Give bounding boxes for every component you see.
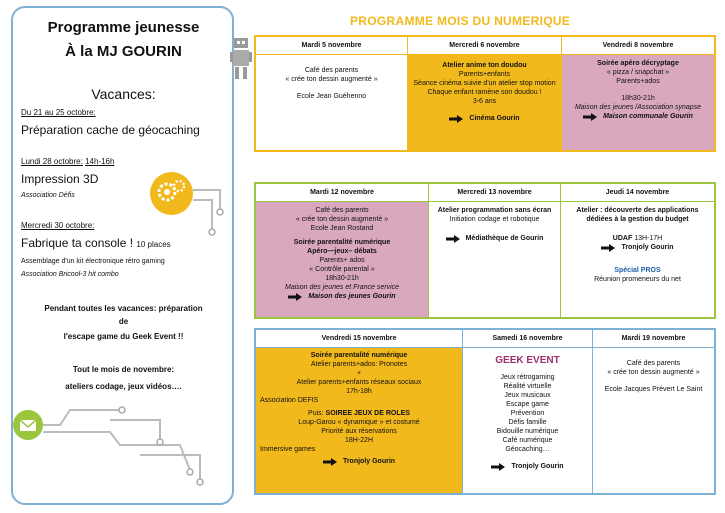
arrow-right-icon [491, 463, 505, 471]
day-header: Mardi 19 novembre [593, 330, 714, 348]
event-text: « crée ton dessin augmenté » [607, 369, 700, 376]
event-cell [429, 184, 561, 317]
list-item: Jeux rétrogaming [500, 374, 555, 381]
day-header: Mercredi 13 novembre [429, 184, 560, 202]
event-location: Ecole Jean Guéhenno [296, 93, 367, 100]
day-header: Vendredi 15 novembre [256, 330, 462, 348]
week-1-grid [254, 35, 716, 152]
event-text: Maison des jeunes /Association synapse [574, 104, 702, 111]
event-text: UDAF 13H-17H [612, 235, 663, 242]
list-item: Défis famille [508, 419, 547, 426]
day-header: Mardi 5 novembre [256, 37, 407, 55]
panel-title-line2: À la MJ GOURIN [65, 43, 182, 60]
geek-event-title: GEEK EVENT [495, 355, 560, 366]
event-text: Café des parents [315, 207, 369, 214]
org-3: Association Bricool-3 hit combo [21, 271, 119, 278]
event-title: Soirée parentalité numérique [310, 352, 408, 359]
week-3-grid [254, 328, 716, 495]
event-text: Atelier parents+enfants réseaux sociaux [296, 379, 422, 386]
arrow-right-icon [449, 115, 463, 123]
event-place: Médiathèque de Gourin [433, 234, 556, 243]
geek-activity-list [467, 373, 588, 454]
list-item: Géocaching… [505, 446, 550, 453]
arrow-right-icon [601, 244, 615, 252]
event-place: Tronjoly Gourin [565, 243, 710, 252]
arrow-right-icon [288, 293, 302, 301]
event-place: Maison communale Gourin [566, 112, 710, 121]
day-header: Mercredi 6 novembre [408, 37, 561, 55]
day-header: Jeudi 14 novembre [561, 184, 714, 202]
event-text: Parents+ ados [319, 257, 365, 264]
event-text: « crée ton dessin augmenté » [295, 216, 389, 223]
vacances-heading: Vacances: [91, 86, 156, 102]
arrow-right-icon [323, 458, 337, 466]
date-3: Mercredi 30 octobre: [21, 221, 95, 230]
event-cell [256, 37, 408, 150]
event-text: 18h30-21h [621, 95, 655, 102]
escape-line-1: Pendant toutes les vacances: préparation [44, 304, 203, 313]
event-title: Atelier programmation sans écran [437, 207, 552, 214]
panel-title-line1: Programme jeunesse [47, 19, 200, 36]
event-title: Soirée parentalité numérique [293, 239, 391, 246]
event-title: Spécial PROS [614, 267, 661, 274]
event-text: Atelier parents+ados: Pronotes [310, 361, 408, 368]
event-text: Parents+ados [616, 78, 660, 85]
escape-line-3: l'escape game du Geek Event !! [63, 332, 184, 341]
date-1: Du 21 au 25 octobre: [21, 108, 96, 117]
arrow-right-icon [583, 113, 597, 121]
event-text: Association DEFIS [260, 397, 319, 404]
event-text: Immersive games [260, 446, 316, 453]
event-text: Loup-Garou « dynamique » et costumé [298, 419, 420, 426]
list-item: Escape game [506, 401, 549, 408]
event-title: Atelier : découverte des applications dédiées à la gestion du budget [576, 207, 699, 223]
event-text: Café des parents [304, 67, 359, 74]
event-place: Tronjoly Gourin [467, 462, 588, 471]
november-line-2: ateliers codage, jeux vidéos…. [65, 382, 182, 391]
event-title: Atelier anime ton doudou [442, 62, 527, 69]
event-text: Réunion promeneurs du net [594, 276, 681, 283]
event-cell [593, 330, 714, 493]
event-cell [408, 37, 562, 150]
event-cell [561, 184, 714, 317]
event-text: Chaque enfant ramène son doudou ! [427, 89, 542, 96]
day-header: Mardi 12 novembre [256, 184, 428, 202]
date-2: Lundi 28 octobre: 14h-16h [21, 157, 115, 166]
event-text: 3-6 ans [472, 98, 497, 105]
event-text: Ecole Jean Rostand [310, 225, 374, 232]
event-place: Tronjoly Gourin [260, 457, 458, 466]
event-text: Priorité aux réservations [321, 428, 397, 435]
escape-line-2: de [118, 317, 129, 326]
list-item: Bidouille numérique [496, 428, 559, 435]
gear-icon [150, 172, 193, 215]
list-item: Jeux musicaux [504, 392, 551, 399]
event-location: Ecole Jacques Prévert Le Saint [604, 386, 703, 393]
november-line-1: Tout le mois de novembre: [72, 365, 175, 374]
event-text: « crée ton dessin augmenté » [285, 76, 378, 83]
page-title: PROGRAMME MOIS DU NUMERIQUE [350, 14, 571, 28]
event-place: Cinéma Gourin [412, 114, 557, 123]
event-text: Initiation codage et robotique [449, 216, 540, 223]
event-text: + [356, 370, 362, 377]
event-text: 18h30-21h [325, 275, 359, 282]
event-place: Maison des jeunes Gourin [260, 292, 424, 301]
week-2-grid [254, 182, 716, 319]
day-header: Vendredi 8 novembre [562, 37, 714, 55]
event-text: 18H-22H [344, 437, 373, 444]
event-cell [562, 37, 714, 150]
day-header: Samedi 16 novembre [463, 330, 592, 348]
event-text: Café des parents [626, 360, 681, 367]
event-text: Parents+enfants [458, 71, 511, 78]
robot-icon [230, 36, 252, 86]
event-text: « pizza / snapchat » [606, 69, 670, 76]
event-text: Puis: SOIREE JEUX DE ROLES [308, 410, 410, 417]
mail-icon [13, 410, 43, 440]
activity-1: Préparation cache de géocaching [21, 123, 200, 137]
arrow-right-icon [446, 235, 460, 243]
detail-3: Assemblage d'un kit électronique rétro gaming [21, 258, 165, 265]
event-text: 17h-18h [346, 388, 372, 395]
list-item: Prévention [510, 410, 545, 417]
event-cell [463, 330, 593, 493]
list-item: Réalité virtuelle [503, 383, 552, 390]
event-text: « Contrôle parental » [309, 266, 375, 273]
event-cell [256, 330, 463, 493]
activity-2: Impression 3D [21, 172, 99, 186]
event-cell [256, 184, 429, 317]
activity-3: Fabrique ta console ! 10 places [21, 236, 171, 250]
list-item: Café numérique [502, 437, 553, 444]
org-2: Association Défis [21, 192, 75, 199]
event-text: Séance cinéma suivie d'un atelier stop motion [413, 80, 556, 87]
event-text: Maison des jeunes et France service [285, 284, 399, 291]
event-text: Apéro—jeux– débats [307, 248, 377, 255]
event-title: Soirée apéro décryptage [597, 60, 679, 67]
